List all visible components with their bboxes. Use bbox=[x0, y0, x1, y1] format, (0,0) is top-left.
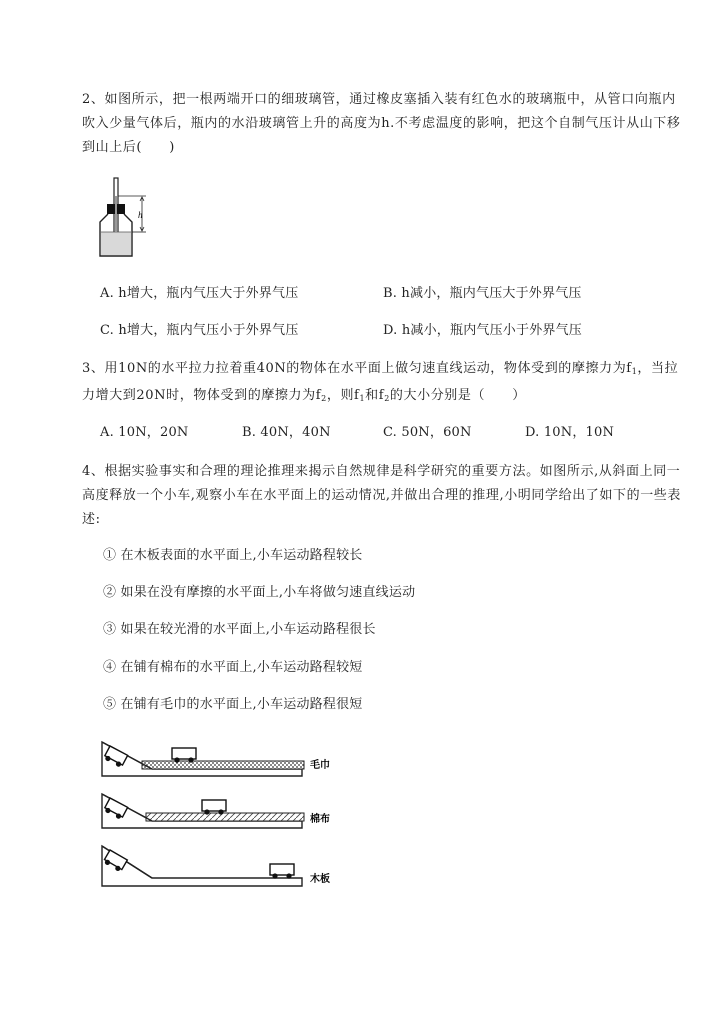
q4-stem: 4、根据实验事实和合理的理论推理来揭示自然规律是科学研究的重要方法。如图所示,从斜面上同一高度释放一个小车,观察小车在水平面上的运动情况,并做出合理的推理,小明同学给出了如下的一些表述: bbox=[82, 464, 681, 527]
q4-statement-4: ④ 在铺有棉布的水平面上,小车运动路程较短 bbox=[103, 660, 363, 675]
ramp-row-towel bbox=[102, 742, 330, 776]
q3-option-c[interactable]: C. 50N，60N bbox=[383, 425, 472, 440]
ramp-row-cotton bbox=[102, 794, 330, 828]
q4-statement-1: ① 在木板表面的水平面上,小车运动路程较长 bbox=[103, 548, 363, 563]
cart-icon bbox=[270, 864, 294, 879]
cart-icon bbox=[172, 748, 196, 763]
q4-statement-3: ③ 如果在较光滑的水平面上,小车运动路程很长 bbox=[103, 622, 376, 637]
barometer-figure bbox=[96, 176, 156, 260]
h-label: h bbox=[138, 210, 143, 220]
q2-stem: 2、如图所示，把一根两端开口的细玻璃管，通过橡皮塞插入装有红色水的玻璃瓶中，从管口向瓶内吹入少量气体后，瓶内的水沿玻璃管上升的高度为h.不考虑温度的影响，把这个自制气压计从山下移到山上后( ) bbox=[82, 92, 681, 155]
label-cotton: 棉布 bbox=[310, 814, 330, 825]
q2-option-a[interactable]: A. h增大，瓶内气压大于外界气压 bbox=[100, 286, 299, 301]
ramp-row-board bbox=[102, 846, 330, 886]
q3-option-d[interactable]: D. 10N，10N bbox=[525, 425, 615, 440]
q2-option-c[interactable]: C. h增大，瓶内气压小于外界气压 bbox=[100, 323, 299, 338]
q2-option-d[interactable]: D. h减小，瓶内气压小于外界气压 bbox=[383, 323, 582, 338]
q2-option-b[interactable]: B. h减小，瓶内气压大于外界气压 bbox=[383, 286, 582, 301]
q3-option-a[interactable]: A. 10N，20N bbox=[100, 425, 189, 440]
q4-statement-5: ⑤ 在铺有毛巾的水平面上,小车运动路程很短 bbox=[103, 697, 363, 712]
q3-option-b[interactable]: B. 40N，40N bbox=[242, 425, 331, 440]
label-board: 木板 bbox=[310, 874, 330, 885]
cart-icon bbox=[202, 800, 226, 815]
q4-statement-2: ② 如果在没有摩擦的水平面上,小车将做匀速直线运动 bbox=[103, 585, 416, 600]
label-towel: 毛巾 bbox=[310, 760, 330, 771]
ramp-experiment-figure bbox=[98, 736, 338, 896]
q3-stem: 3、用10N的水平拉力拉着重40N的物体在水平面上做匀速直线运动，物体受到的摩擦力为$f_1$，当拉力增大到20N时，物体受到的摩擦力为$f_2$，则$f_1$和$f_2$的大小分别是（ ） bbox=[82, 361, 679, 403]
